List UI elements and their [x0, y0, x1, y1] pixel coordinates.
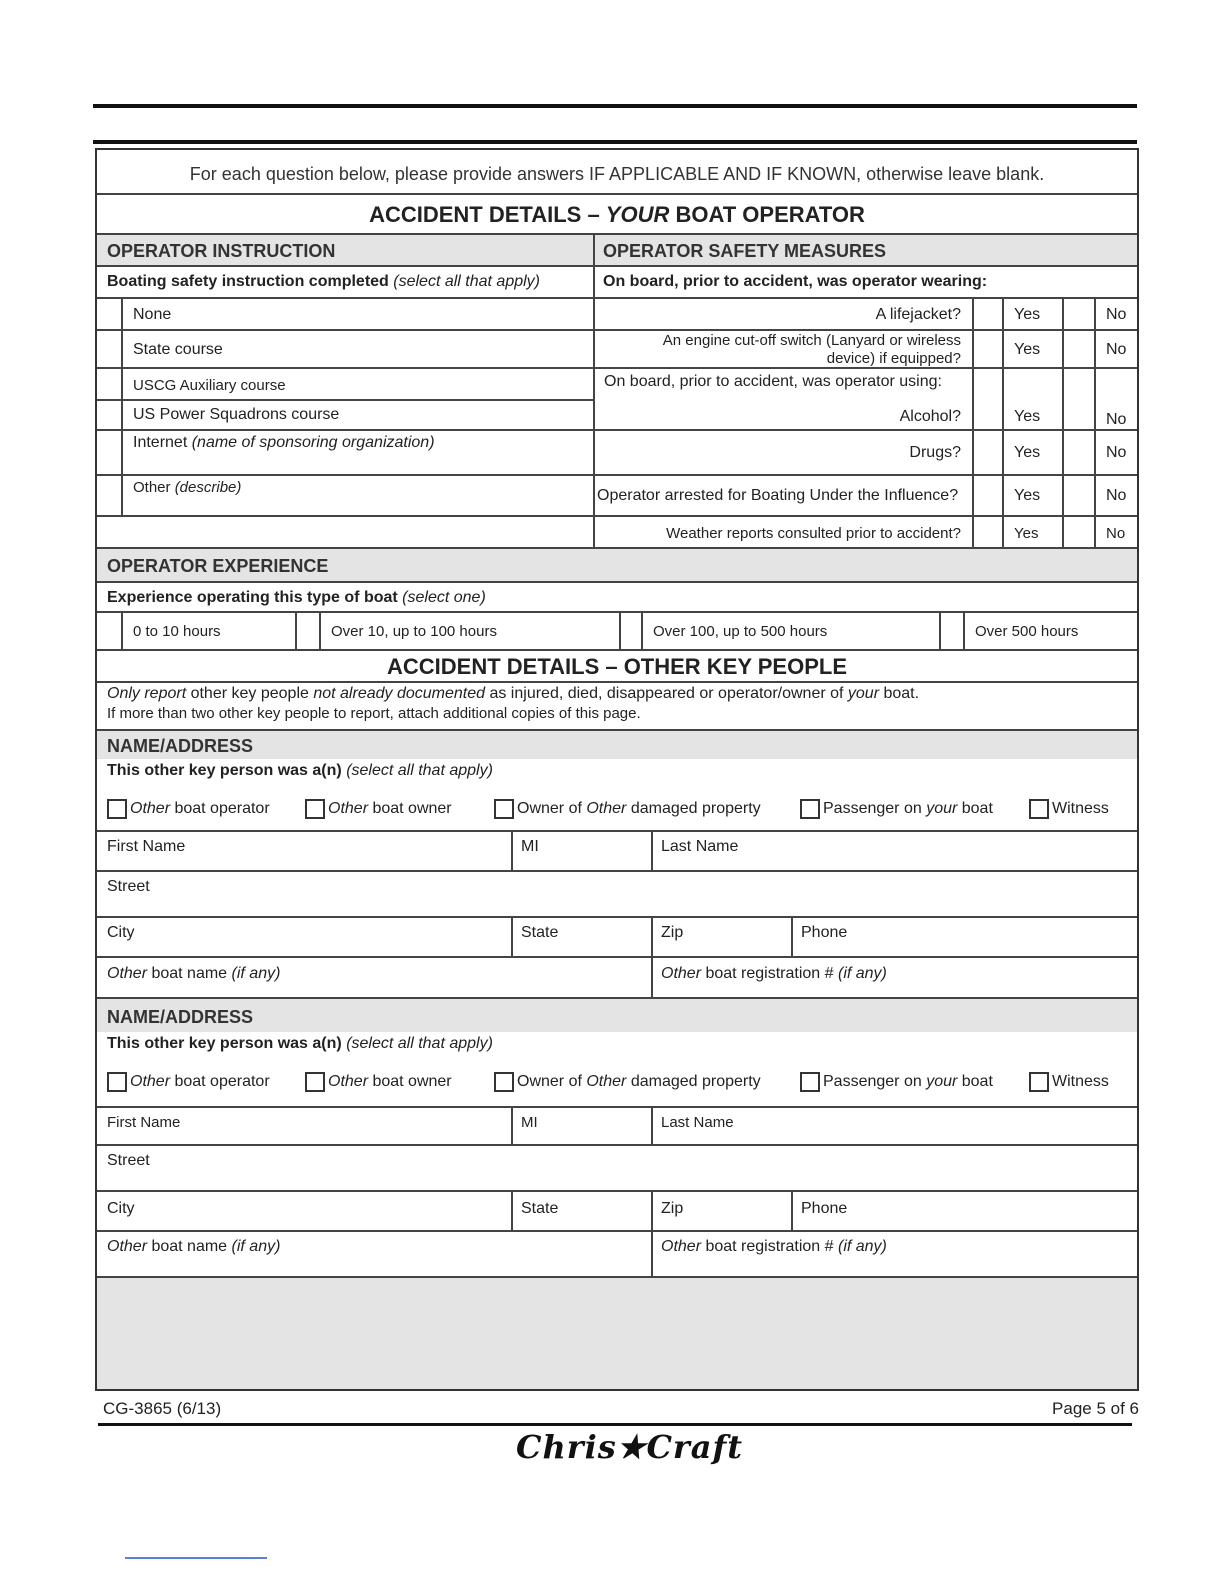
- person1-city-field[interactable]: City: [107, 924, 135, 941]
- experience-option-100-500[interactable]: Over 100, up to 500 hours: [653, 623, 828, 640]
- person2-first-name-field[interactable]: First Name: [107, 1114, 181, 1131]
- page-number: Page 5 of 6: [1052, 1399, 1139, 1418]
- person1-phone-field[interactable]: Phone: [801, 924, 848, 941]
- person1-role-other-boat-operator[interactable]: Other boat operator: [107, 799, 270, 819]
- person2-state-field[interactable]: State: [521, 1200, 559, 1217]
- person1-role-damaged-property[interactable]: Owner of Other damaged property: [494, 799, 761, 819]
- cutoff-yes[interactable]: Yes: [1014, 341, 1041, 358]
- arrested-no[interactable]: No: [1106, 487, 1127, 504]
- person2-header: NAME/ADDRESS: [107, 1007, 254, 1027]
- top-rule-2: [93, 140, 1137, 144]
- person2-mi-field[interactable]: MI: [521, 1114, 538, 1131]
- instruction-option-none[interactable]: None: [97, 299, 594, 331]
- safety-weather-row: [594, 517, 1137, 549]
- reserved-shaded-area: [97, 1278, 1137, 1389]
- person2-boat-row: [97, 1232, 1137, 1278]
- section-title-other-people: [97, 651, 1137, 683]
- operator-instruction-header: OPERATOR INSTRUCTION: [107, 241, 336, 261]
- checkbox[interactable]: [107, 799, 127, 819]
- form-id: CG-3865 (6/13): [103, 1399, 222, 1418]
- person2-phone-field[interactable]: Phone: [801, 1200, 848, 1217]
- person1-street-row: [97, 872, 1137, 918]
- drugs-yes[interactable]: Yes: [1014, 444, 1041, 461]
- person1-boat-row: [97, 958, 1137, 999]
- weather-yes[interactable]: Yes: [1014, 525, 1039, 542]
- section-title-operator: [97, 195, 1137, 235]
- person1-last-name-field[interactable]: Last Name: [661, 838, 739, 855]
- section2-note-line1: Only report other key people not already documented as injured, died, disappeared or operator/owner of your boat.: [107, 685, 920, 702]
- safety-cutoff-row: [594, 331, 1137, 369]
- person2-roles-question: This other key person was a(n) (select all that apply): [107, 1035, 493, 1052]
- person2-street-field[interactable]: Street: [107, 1152, 150, 1169]
- person2-street-row: [97, 1146, 1137, 1192]
- person2-city-field[interactable]: City: [107, 1200, 135, 1217]
- person2-role-other-boat-operator[interactable]: Other boat operator: [107, 1072, 270, 1092]
- alcohol-question: Alcohol?: [899, 408, 961, 425]
- instruction-option-state[interactable]: State course: [97, 331, 594, 369]
- operator-safety-header: OPERATOR SAFETY MEASURES: [603, 241, 887, 261]
- intro-row: [97, 150, 1137, 195]
- lifejacket-no[interactable]: No: [1106, 306, 1127, 323]
- person2-roles-row: [97, 1032, 1137, 1108]
- person1-boat-registration-field[interactable]: Other boat registration # (if any): [661, 965, 887, 982]
- person2-role-damaged-property[interactable]: Owner of Other damaged property: [494, 1072, 761, 1092]
- checkbox[interactable]: [1029, 1072, 1049, 1092]
- person2-role-passenger[interactable]: Passenger on your boat: [800, 1072, 993, 1092]
- person1-state-field[interactable]: State: [521, 924, 559, 941]
- checkbox[interactable]: [494, 799, 514, 819]
- drugs-no[interactable]: No: [1106, 444, 1127, 461]
- instruction-option-other[interactable]: Other (describe): [97, 476, 594, 517]
- using-question: On board, prior to accident, was operator using:: [604, 373, 942, 390]
- safety-grid: [594, 299, 1137, 549]
- person2-boat-registration-field[interactable]: Other boat registration # (if any): [661, 1238, 887, 1255]
- person1-header-row: [97, 731, 1137, 759]
- person1-role-other-boat-owner[interactable]: Other boat owner: [305, 799, 452, 819]
- experience-option-500-plus[interactable]: Over 500 hours: [975, 623, 1079, 640]
- experience-option-0-10[interactable]: 0 to 10 hours: [133, 623, 221, 640]
- safety-drugs-row: [594, 431, 1137, 476]
- weather-question: Weather reports consulted prior to accident?: [666, 525, 961, 542]
- checkbox[interactable]: [305, 799, 325, 819]
- checkbox[interactable]: [494, 1072, 514, 1092]
- experience-options-row: [97, 613, 1137, 651]
- lifejacket-yes[interactable]: Yes: [1014, 306, 1041, 323]
- intro-text: For each question below, please provide answers IF APPLICABLE AND IF KNOWN, otherwise leave blank.: [189, 164, 1045, 184]
- person2-boat-name-field[interactable]: Other boat name (if any): [107, 1238, 281, 1255]
- arrested-question: Operator arrested for Boating Under the Influence?: [597, 487, 959, 504]
- person1-first-name-field[interactable]: First Name: [107, 838, 186, 855]
- person2-role-other-boat-owner[interactable]: Other boat owner: [305, 1072, 452, 1092]
- checkbox[interactable]: [305, 1072, 325, 1092]
- person1-role-witness[interactable]: Witness: [1029, 799, 1109, 819]
- alcohol-yes[interactable]: Yes: [1014, 408, 1041, 425]
- alcohol-no[interactable]: No: [1106, 411, 1127, 428]
- lifejacket-question: A lifejacket?: [875, 306, 961, 323]
- instruction-question: Boating safety instruction completed (select all that apply): [107, 273, 540, 290]
- person1-zip-field[interactable]: Zip: [661, 924, 684, 941]
- section-header-row: [97, 235, 1137, 267]
- checkbox[interactable]: [800, 1072, 820, 1092]
- instruction-options: [97, 299, 594, 549]
- person1-mi-field[interactable]: MI: [521, 838, 539, 855]
- person1-roles-question: This other key person was a(n) (select all that apply): [107, 762, 493, 779]
- person2-role-witness[interactable]: Witness: [1029, 1072, 1109, 1092]
- top-rule: [93, 104, 1137, 108]
- instruction-option-internet[interactable]: Internet (name of sponsoring organization): [97, 431, 594, 476]
- section2-note-line2: If more than two other key people to report, attach additional copies of this page.: [107, 705, 641, 722]
- person2-header-row: [97, 999, 1137, 1032]
- person1-city-row: [97, 918, 1137, 958]
- checkbox[interactable]: [800, 799, 820, 819]
- instruction-blank: [97, 517, 594, 549]
- person2-name-row: [97, 1108, 1137, 1146]
- checkbox[interactable]: [1029, 799, 1049, 819]
- instruction-option-power-squadrons[interactable]: US Power Squadrons course: [97, 401, 594, 431]
- link-underline: [125, 1557, 267, 1559]
- cutoff-question: An engine cut-off switch (Lanyard or wireless device) if equipped?: [662, 332, 961, 367]
- experience-header: OPERATOR EXPERIENCE: [107, 556, 329, 576]
- experience-question-row: [97, 583, 1137, 613]
- person1-roles-row: [97, 759, 1137, 832]
- safety-lifejacket-row: [594, 299, 1137, 331]
- safety-alcohol-row: [594, 369, 1137, 431]
- person2-city-row: [97, 1192, 1137, 1232]
- section2-title: ACCIDENT DETAILS – OTHER KEY PEOPLE: [386, 654, 848, 679]
- section-title-text: ACCIDENT DETAILS – YOUR BOAT OPERATOR: [369, 202, 865, 227]
- person1-header: NAME/ADDRESS: [107, 736, 254, 756]
- section2-note: [97, 683, 1137, 731]
- person1-role-passenger[interactable]: Passenger on your boat: [800, 799, 993, 819]
- person-block-1: [97, 731, 1137, 999]
- person-block-2: [97, 999, 1137, 1278]
- footer-rule: [98, 1423, 1132, 1426]
- experience-question: Experience operating this type of boat (select one): [107, 589, 486, 606]
- experience-header-row: [97, 549, 1137, 583]
- person1-boat-name-field[interactable]: Other boat name (if any): [107, 965, 281, 982]
- safety-question: On board, prior to accident, was operator wearing:: [603, 273, 988, 290]
- arrested-yes[interactable]: Yes: [1014, 487, 1041, 504]
- accident-form: [95, 148, 1139, 1391]
- chris-craft-logo: Chris★Craft: [516, 1428, 744, 1466]
- person1-street-field[interactable]: Street: [107, 878, 150, 895]
- experience-option-10-100[interactable]: Over 10, up to 100 hours: [331, 623, 497, 640]
- person2-zip-field[interactable]: Zip: [661, 1200, 684, 1217]
- safety-arrested-row: [594, 476, 1137, 517]
- weather-no[interactable]: No: [1106, 525, 1126, 542]
- checkbox[interactable]: [107, 1072, 127, 1092]
- cutoff-no[interactable]: No: [1106, 341, 1127, 358]
- drugs-question: Drugs?: [909, 444, 961, 461]
- question-row: [97, 267, 1137, 299]
- person2-last-name-field[interactable]: Last Name: [661, 1114, 734, 1131]
- instruction-option-uscg[interactable]: USCG Auxiliary course: [97, 369, 594, 401]
- person1-name-row: [97, 832, 1137, 872]
